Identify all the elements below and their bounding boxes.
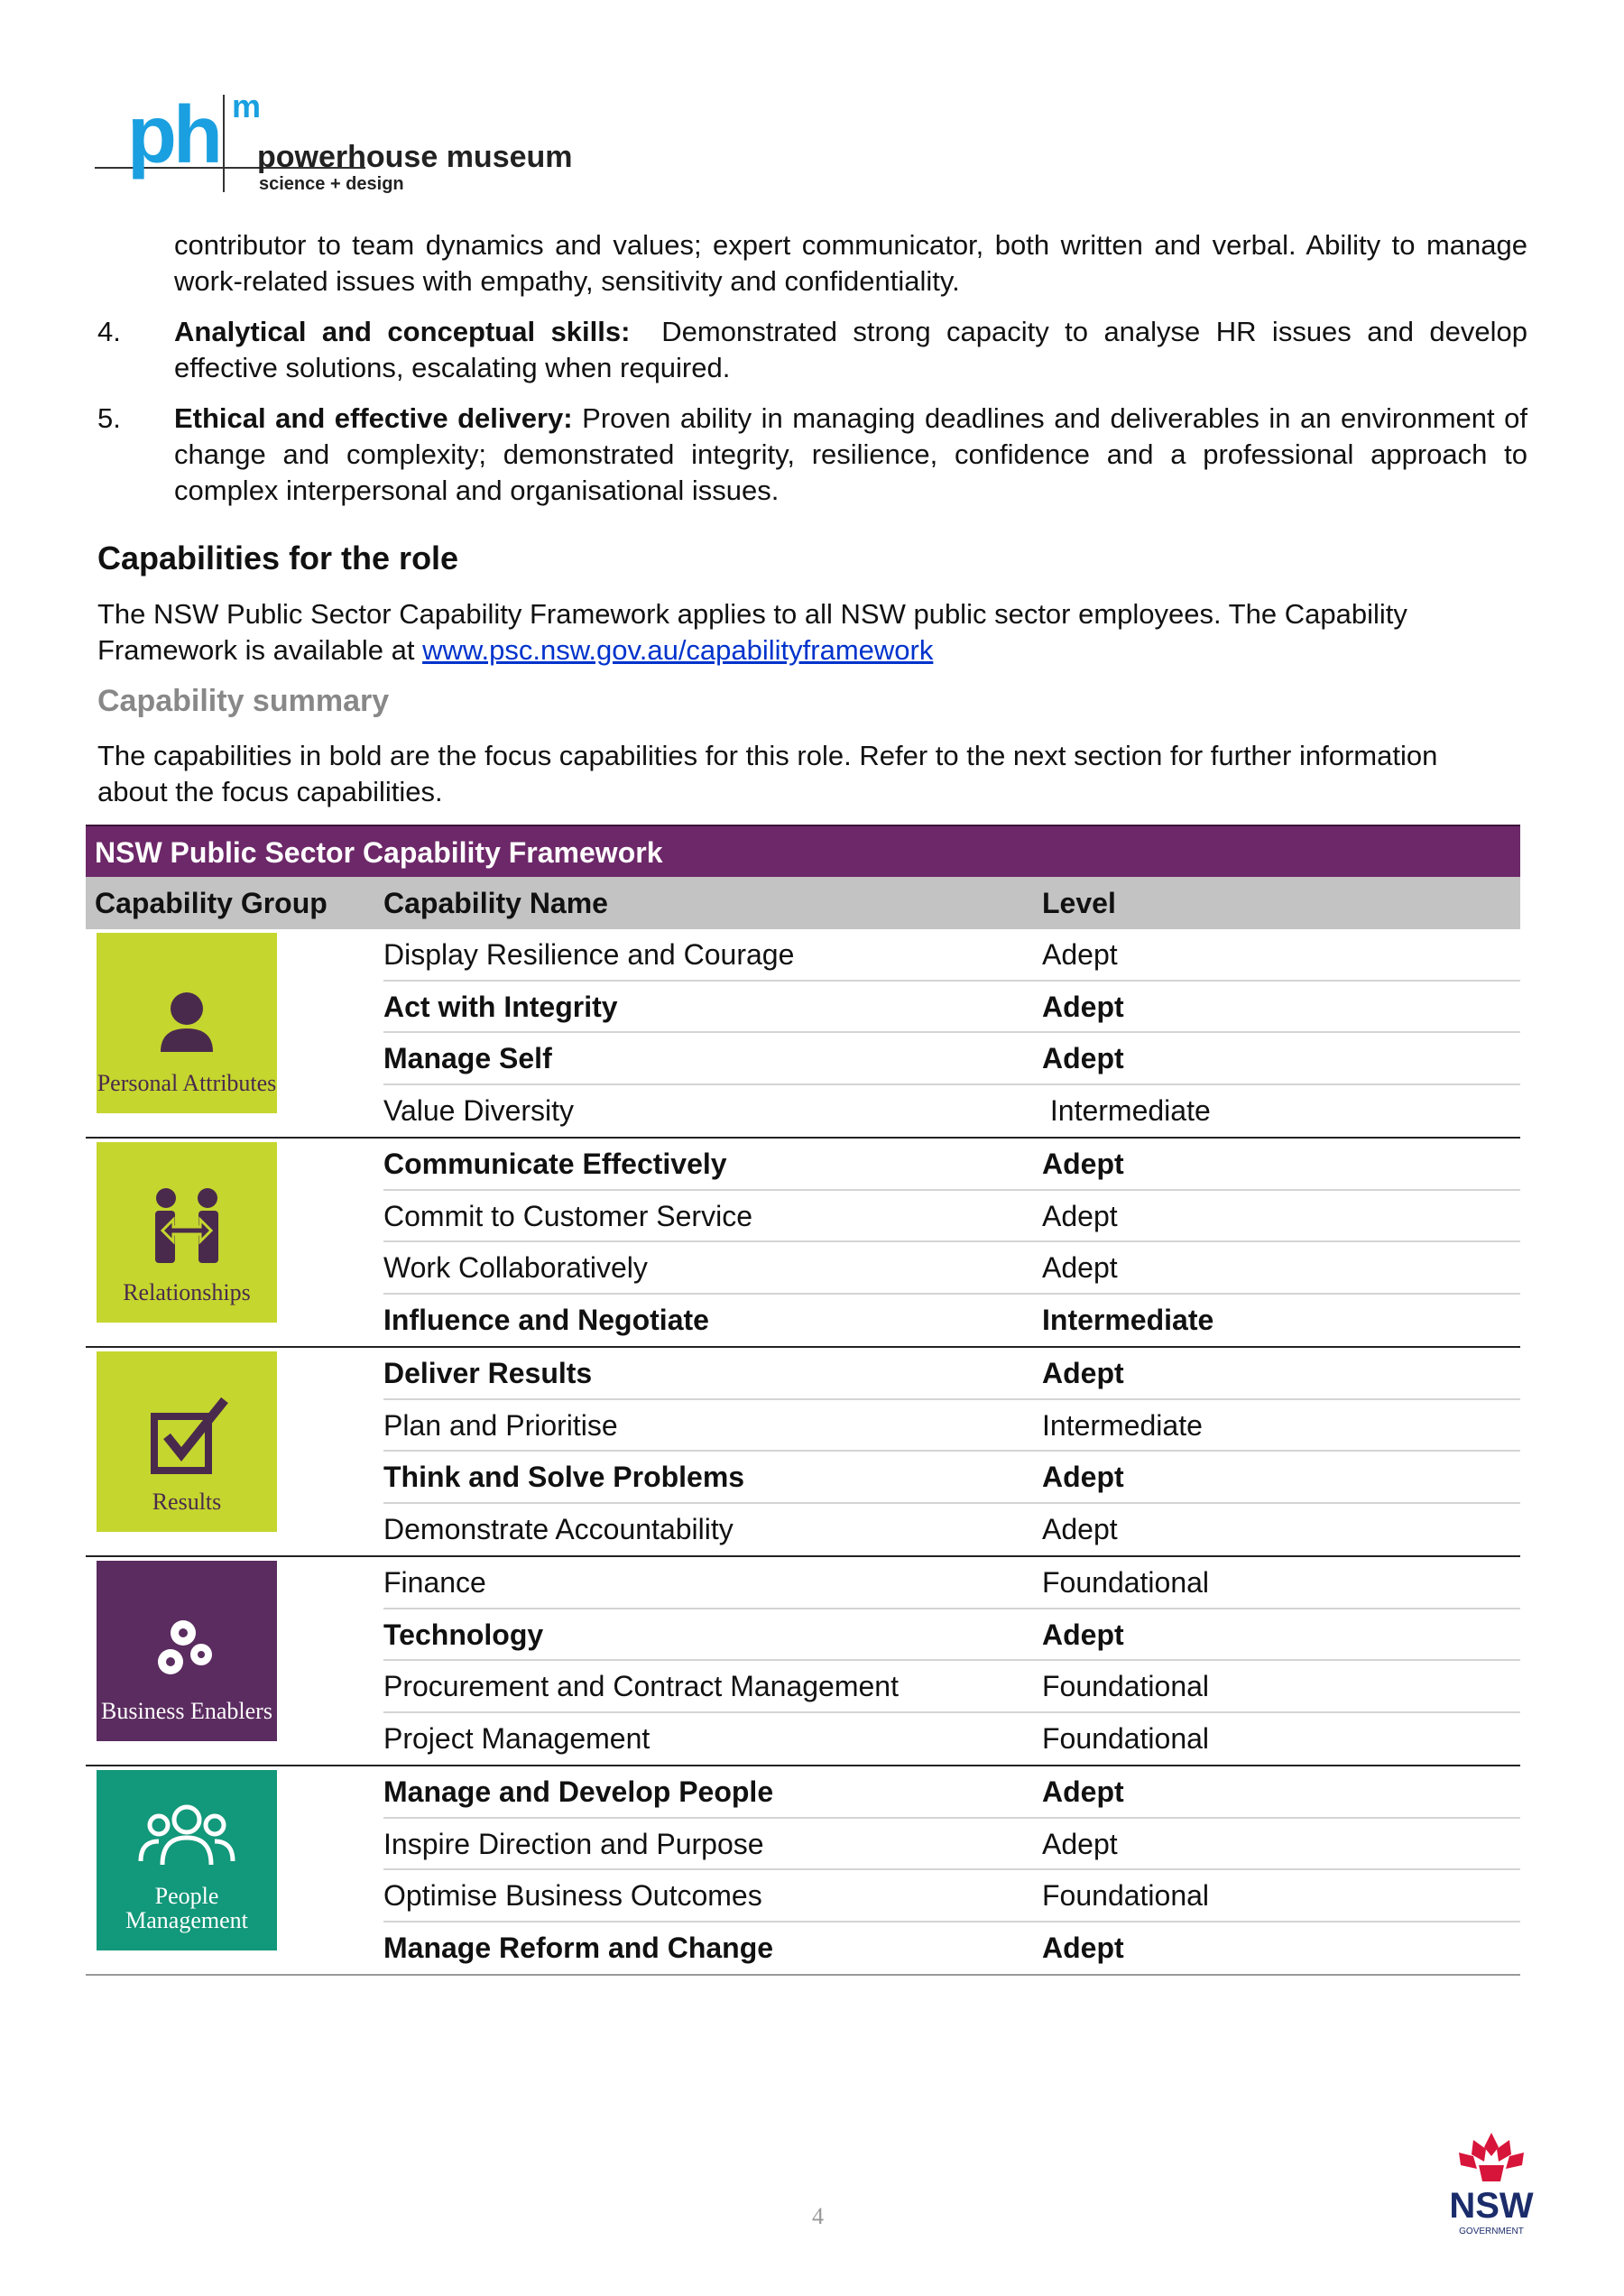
table-row bbox=[383, 1609, 1520, 1662]
table-row bbox=[383, 1191, 1520, 1243]
capability-name: Think and Solve Problems bbox=[383, 1461, 745, 1493]
capability-group-cell bbox=[86, 1766, 383, 1974]
item-4-paragraph bbox=[174, 314, 1527, 386]
item-4-label: Analytical and conceptual skills: bbox=[174, 316, 631, 347]
capability-name: Commit to Customer Service bbox=[383, 1199, 752, 1232]
item-5-number: 5. bbox=[97, 402, 121, 434]
capability-level: Foundational bbox=[1042, 1670, 1210, 1702]
table-title: NSW Public Sector Capability Framework bbox=[86, 825, 1520, 877]
logo-sub: science + design bbox=[259, 174, 404, 194]
framework-paragraph bbox=[97, 596, 1541, 669]
capability-level: Foundational bbox=[1042, 1879, 1210, 1912]
capability-level: Adept bbox=[1042, 938, 1118, 971]
table-row bbox=[383, 1713, 1520, 1766]
capability-group-tile bbox=[97, 1561, 277, 1741]
capability-group bbox=[86, 1557, 1520, 1766]
framework-text: The NSW Public Sector Capability Framework applies to all NSW public sector employees. The Capability Framework is available at bbox=[97, 598, 1407, 666]
item-4-text: Demonstrated strong capacity to analyse HR issues and develop effective solutions, escalating when required. bbox=[174, 316, 1527, 383]
capability-name: Work Collaboratively bbox=[383, 1251, 648, 1284]
capability-level: Foundational bbox=[1042, 1566, 1210, 1599]
capability-level: Adept bbox=[1042, 1199, 1118, 1232]
capability-group bbox=[86, 1766, 1520, 1976]
capability-level: Intermediate bbox=[1042, 1408, 1203, 1442]
capability-group-tile bbox=[97, 1770, 277, 1950]
capabilities-heading: Capabilities for the role bbox=[97, 539, 459, 576]
capability-rows bbox=[383, 1766, 1520, 1974]
capability-level: Intermediate bbox=[1042, 1093, 1211, 1127]
capability-name: Manage Reform and Change bbox=[383, 1931, 774, 1964]
nsw-logo-text: NSW bbox=[1449, 2186, 1534, 2226]
capability-name: Project Management bbox=[383, 1721, 651, 1755]
continued-paragraph: contributor to team dynamics and values; expert communicator, both written and verbal. Ability to manage work-related issues with empathy, sensitivity and confidentiality. bbox=[174, 229, 1527, 297]
capability-group-cell bbox=[86, 1348, 383, 1555]
capability-group-label: Relationships bbox=[123, 1279, 251, 1305]
table-row bbox=[383, 1504, 1520, 1556]
summary-paragraph: The capabilities in bold are the focus capabilities for this role. Refer to the next section for further information about the focus capabilities. bbox=[97, 740, 1438, 807]
capability-name: Manage Self bbox=[383, 1042, 552, 1074]
table-row bbox=[383, 929, 1520, 982]
waratah-icon bbox=[1446, 2129, 1536, 2185]
capability-rows bbox=[383, 1139, 1520, 1346]
table-row bbox=[383, 1348, 1520, 1400]
capability-name: Act with Integrity bbox=[383, 990, 618, 1023]
capability-name: Deliver Results bbox=[383, 1357, 593, 1389]
capability-group-label: Personal Attributes bbox=[97, 1070, 277, 1096]
capability-name: Inspire Direction and Purpose bbox=[383, 1827, 764, 1860]
capability-name: Plan and Prioritise bbox=[383, 1408, 618, 1442]
capability-level: Adept bbox=[1042, 1512, 1118, 1545]
capability-group-tile bbox=[97, 933, 277, 1113]
logo-ph: ph bbox=[127, 90, 219, 180]
nsw-logo-subtext: GOVERNMENT bbox=[1459, 2227, 1524, 2236]
header-capability-group: Capability Group bbox=[95, 887, 328, 919]
table-row bbox=[383, 1139, 1520, 1191]
capability-summary-heading: Capability summary bbox=[97, 684, 390, 718]
people-icon bbox=[137, 1802, 236, 1884]
item-5-paragraph bbox=[174, 401, 1527, 509]
logo-m: m bbox=[232, 88, 262, 124]
powerhouse-museum-logo bbox=[95, 88, 636, 194]
capability-level: Adept bbox=[1042, 990, 1124, 1023]
table-row bbox=[383, 1557, 1520, 1609]
capability-level: Adept bbox=[1042, 1775, 1124, 1808]
capability-name: Demonstrate Accountability bbox=[383, 1512, 734, 1545]
capability-group-cell bbox=[86, 929, 383, 1137]
table-row bbox=[383, 1661, 1520, 1713]
person-icon bbox=[155, 989, 218, 1071]
capability-name: Display Resilience and Courage bbox=[383, 938, 795, 971]
table-row bbox=[383, 1766, 1520, 1819]
table-header-row bbox=[86, 877, 1520, 929]
table-row bbox=[383, 1085, 1520, 1138]
capability-group bbox=[86, 1139, 1520, 1348]
capability-name: Value Diversity bbox=[383, 1093, 575, 1127]
checkbox-icon bbox=[142, 1395, 232, 1489]
item-4-number: 4. bbox=[97, 316, 121, 347]
table-row bbox=[383, 1870, 1520, 1923]
capability-group-label: Business Enablers bbox=[101, 1698, 272, 1724]
table-row bbox=[383, 1923, 1520, 1975]
capability-table bbox=[86, 825, 1520, 1976]
table-row bbox=[383, 1033, 1520, 1085]
item-5-text: Proven ability in managing deadlines and deliverables in an environment of change and complexity; demonstrated integrity, resilience, confidence and a professional approach to complex interpersonal and organisational issues. bbox=[174, 402, 1527, 506]
table-row bbox=[383, 1819, 1520, 1871]
header-level: Level bbox=[1042, 887, 1116, 919]
capability-level: Adept bbox=[1042, 1357, 1124, 1389]
capability-group-tile bbox=[97, 1351, 277, 1532]
capability-name: Technology bbox=[383, 1618, 544, 1651]
capability-rows bbox=[383, 1557, 1520, 1765]
capability-name: Communicate Effectively bbox=[383, 1148, 727, 1180]
capability-name: Optimise Business Outcomes bbox=[383, 1879, 762, 1912]
capability-name: Influence and Negotiate bbox=[383, 1303, 709, 1336]
capability-level: Adept bbox=[1042, 1827, 1118, 1860]
capability-group-cell bbox=[86, 1557, 383, 1765]
page-number: 4 bbox=[812, 2203, 824, 2229]
capability-group-cell bbox=[86, 1139, 383, 1346]
table-row bbox=[383, 1400, 1520, 1452]
capability-level: Adept bbox=[1042, 1148, 1124, 1180]
table-row bbox=[383, 982, 1520, 1034]
capability-name: Procurement and Contract Management bbox=[383, 1670, 899, 1702]
item-5-label: Ethical and effective delivery: bbox=[174, 402, 573, 434]
capability-level: Adept bbox=[1042, 1042, 1124, 1074]
table-body bbox=[86, 929, 1520, 1976]
capability-name: Manage and Develop People bbox=[383, 1775, 774, 1808]
table-row bbox=[383, 1452, 1520, 1504]
capability-rows bbox=[383, 1348, 1520, 1555]
capability-level: Adept bbox=[1042, 1461, 1124, 1493]
capability-level: Adept bbox=[1042, 1618, 1124, 1651]
logo-vertical-rule bbox=[223, 95, 225, 192]
table-row bbox=[383, 1295, 1520, 1347]
capability-group bbox=[86, 929, 1520, 1139]
nsw-government-logo bbox=[1442, 2129, 1541, 2237]
capability-group-label: People Management bbox=[125, 1883, 248, 1933]
capability-name: Finance bbox=[383, 1566, 486, 1599]
capability-group bbox=[86, 1348, 1520, 1557]
header-capability-name: Capability Name bbox=[383, 887, 608, 919]
relationships-icon bbox=[146, 1185, 227, 1280]
gears-icon bbox=[151, 1613, 223, 1699]
capability-rows bbox=[383, 929, 1520, 1137]
framework-link[interactable]: www.psc.nsw.gov.au/capabilityframework bbox=[422, 634, 934, 666]
table-row bbox=[383, 1242, 1520, 1295]
capability-level: Intermediate bbox=[1042, 1303, 1214, 1336]
capability-level: Foundational bbox=[1042, 1721, 1210, 1755]
capability-level: Adept bbox=[1042, 1931, 1124, 1964]
logo-name: powerhouse museum bbox=[257, 140, 573, 174]
capability-group-label: Results bbox=[152, 1489, 222, 1515]
capability-group-tile bbox=[97, 1142, 277, 1323]
capability-level: Adept bbox=[1042, 1251, 1118, 1284]
